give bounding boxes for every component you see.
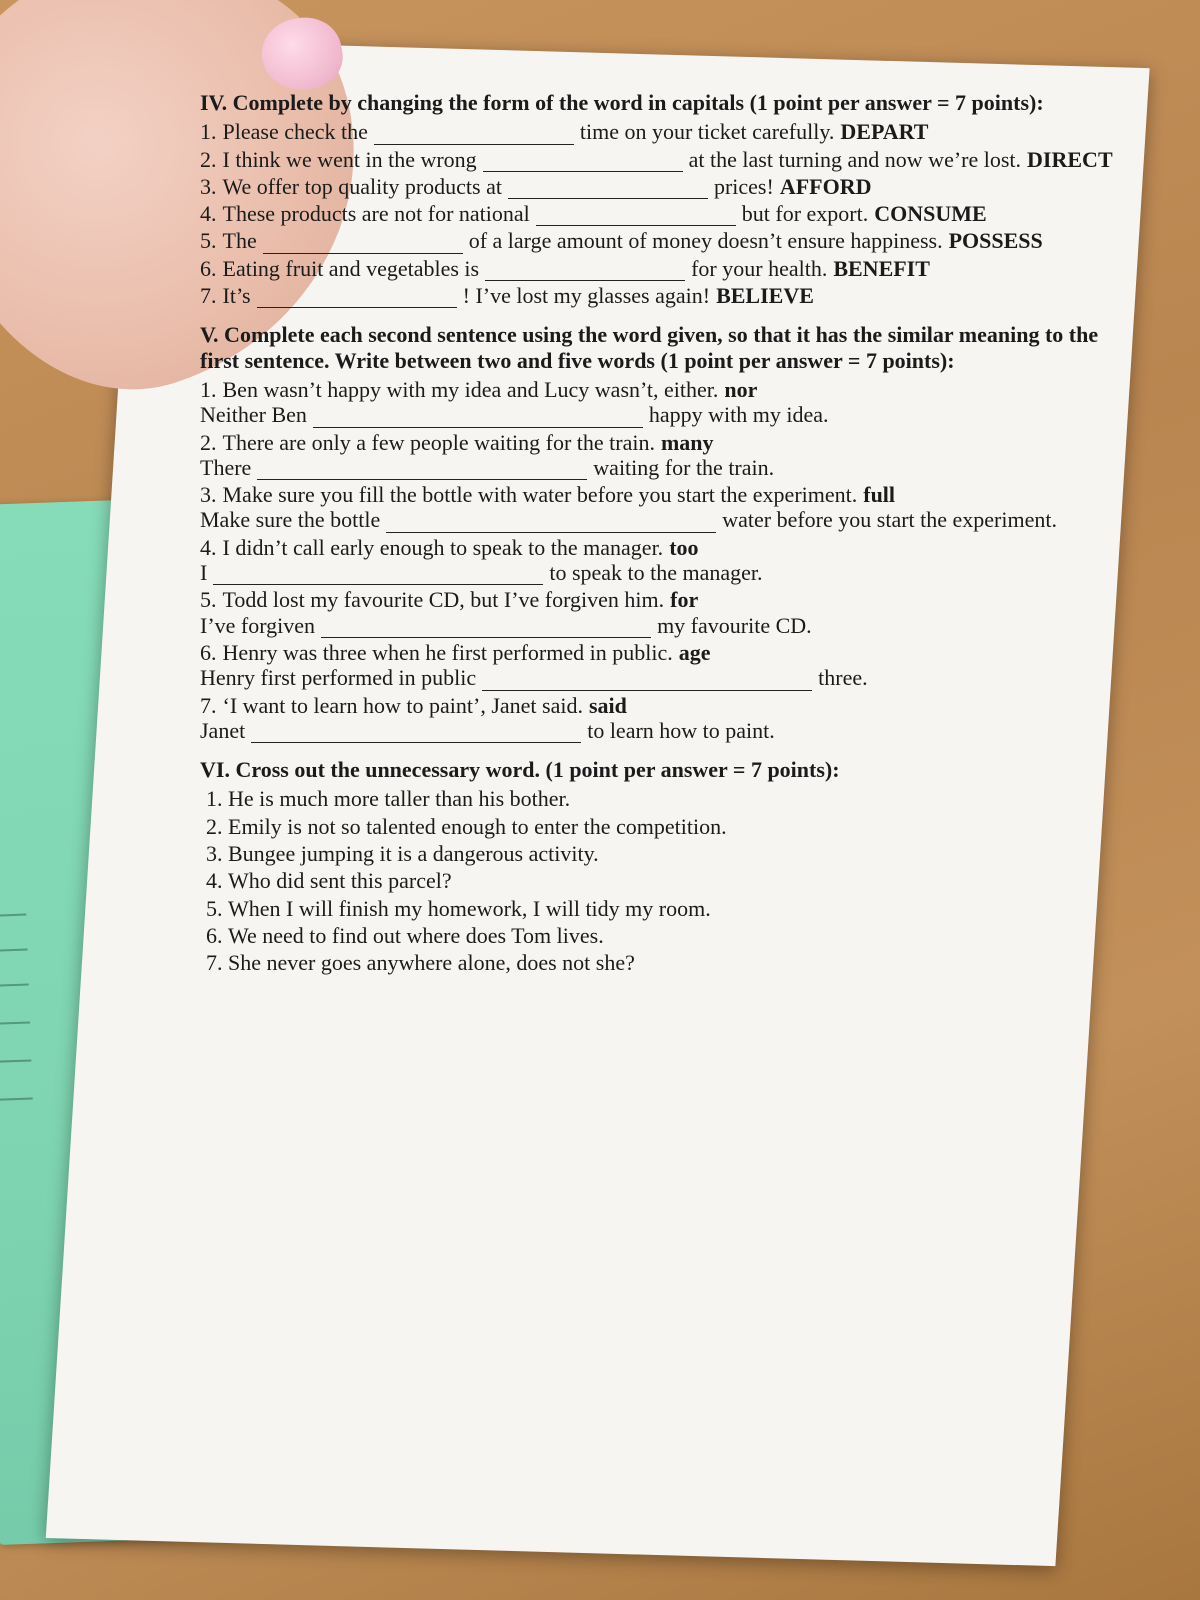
section-vi-title: VI. Cross out the unnecessary word. (1 point per answer = 7 points): xyxy=(200,757,840,783)
section-v-item: 4. I didn’t call early enough to speak to the manager. too I to speak to the manager. xyxy=(200,534,763,586)
key-word: BENEFIT xyxy=(833,255,930,281)
list-item: 1. He is much more taller than his bother. xyxy=(228,786,1140,811)
section-iv xyxy=(200,90,1140,308)
section-v-item: 2. There are only a few people waiting for the train. many There waiting for the train. xyxy=(200,429,775,480)
key-word: DEPART xyxy=(840,119,929,145)
list-item: 6. We need to find out where does Tom lives. xyxy=(228,923,1140,948)
section-iv-item: 4. These products are not for national but for export. CONSUME xyxy=(200,201,987,227)
key-word: for xyxy=(670,587,699,613)
folder-line xyxy=(0,1021,30,1024)
folder-line xyxy=(0,1059,31,1062)
list-item: 3. Bungee jumping it is a dangerous activity. xyxy=(228,841,1140,866)
section-v xyxy=(200,322,1140,743)
section-v-item: 3. Make sure you fill the bottle with water before you start the experiment. full Make sure the bottle water before you start the experiment. xyxy=(200,482,1057,533)
answer-blank[interactable] xyxy=(536,209,736,226)
list-item: 4. Who did sent this parcel? xyxy=(228,868,1140,893)
key-word: said xyxy=(588,692,627,718)
section-iv-item: 3. We offer top quality products at prices! AFFORD xyxy=(200,173,872,199)
answer-blank[interactable] xyxy=(257,291,457,308)
answer-blank[interactable] xyxy=(257,463,587,480)
section-v-item: 1. Ben wasn’t happy with my idea and Lucy wasn’t, either. nor Neither Ben happy with my idea. xyxy=(200,376,829,428)
section-iv-title: IV. Complete by changing the form of the word in capitals (1 point per answer = 7 points): xyxy=(200,90,1044,115)
folder-line xyxy=(0,1097,33,1100)
key-word: many xyxy=(660,429,714,455)
folder-line xyxy=(0,949,28,952)
answer-blank[interactable] xyxy=(374,128,574,145)
answer-blank[interactable] xyxy=(508,182,708,199)
folder-line xyxy=(0,984,29,987)
section-vi xyxy=(200,757,1140,975)
section-iv-item: 2. I think we went in the wrong at the last turning and now we’re lost. DIRECT xyxy=(200,146,1113,172)
answer-blank[interactable] xyxy=(321,621,651,638)
section-v-title: V. Complete each second sentence using the word given, so that it has the similar meaning to the first sentence. Write between two and five words (1 point per answer = 7 points): xyxy=(200,322,1099,373)
answer-blank[interactable] xyxy=(482,674,812,691)
section-iv-item: 6. Eating fruit and vegetables is for your health. BENEFIT xyxy=(200,255,930,281)
section-iv-item: 5. The of a large amount of money doesn’t ensure happiness. POSSESS xyxy=(200,228,1043,254)
key-word: full xyxy=(863,482,896,508)
key-word: age xyxy=(678,639,711,665)
section-iv-item: 7. It’s ! I’ve lost my glasses again! BELIEVE xyxy=(200,283,814,309)
answer-blank[interactable] xyxy=(485,264,685,281)
answer-blank[interactable] xyxy=(483,155,683,172)
worksheet-content xyxy=(200,90,1140,978)
section-v-item: 6. Henry was three when he first performed in public. age Henry first performed in public three. xyxy=(200,639,868,691)
key-word: AFFORD xyxy=(779,173,872,199)
answer-blank[interactable] xyxy=(313,411,643,428)
key-word: POSSESS xyxy=(948,228,1043,254)
section-v-item: 5. Todd lost my favourite CD, but I’ve forgiven him. for I’ve forgiven my favourite CD. xyxy=(200,587,812,638)
list-item: 5. When I will finish my homework, I will tidy my room. xyxy=(228,896,1140,921)
key-word: DIRECT xyxy=(1027,146,1113,172)
key-word: CONSUME xyxy=(874,201,987,227)
section-vi-list xyxy=(200,786,1140,975)
folder-line xyxy=(0,914,26,917)
answer-blank[interactable] xyxy=(251,726,581,743)
section-iv-item: 1. Please check the time on your ticket carefully. DEPART xyxy=(200,119,929,145)
list-item: 7. She never goes anywhere alone, does not she? xyxy=(228,950,1140,975)
answer-blank[interactable] xyxy=(386,516,716,533)
answer-blank[interactable] xyxy=(213,568,543,585)
section-v-item: 7. ‘I want to learn how to paint’, Janet said. said Janet to learn how to paint. xyxy=(200,692,775,743)
key-word: nor xyxy=(724,376,758,402)
key-word: too xyxy=(669,534,699,560)
list-item: 2. Emily is not so talented enough to enter the competition. xyxy=(228,814,1140,839)
answer-blank[interactable] xyxy=(263,237,463,254)
key-word: BELIEVE xyxy=(716,283,814,309)
